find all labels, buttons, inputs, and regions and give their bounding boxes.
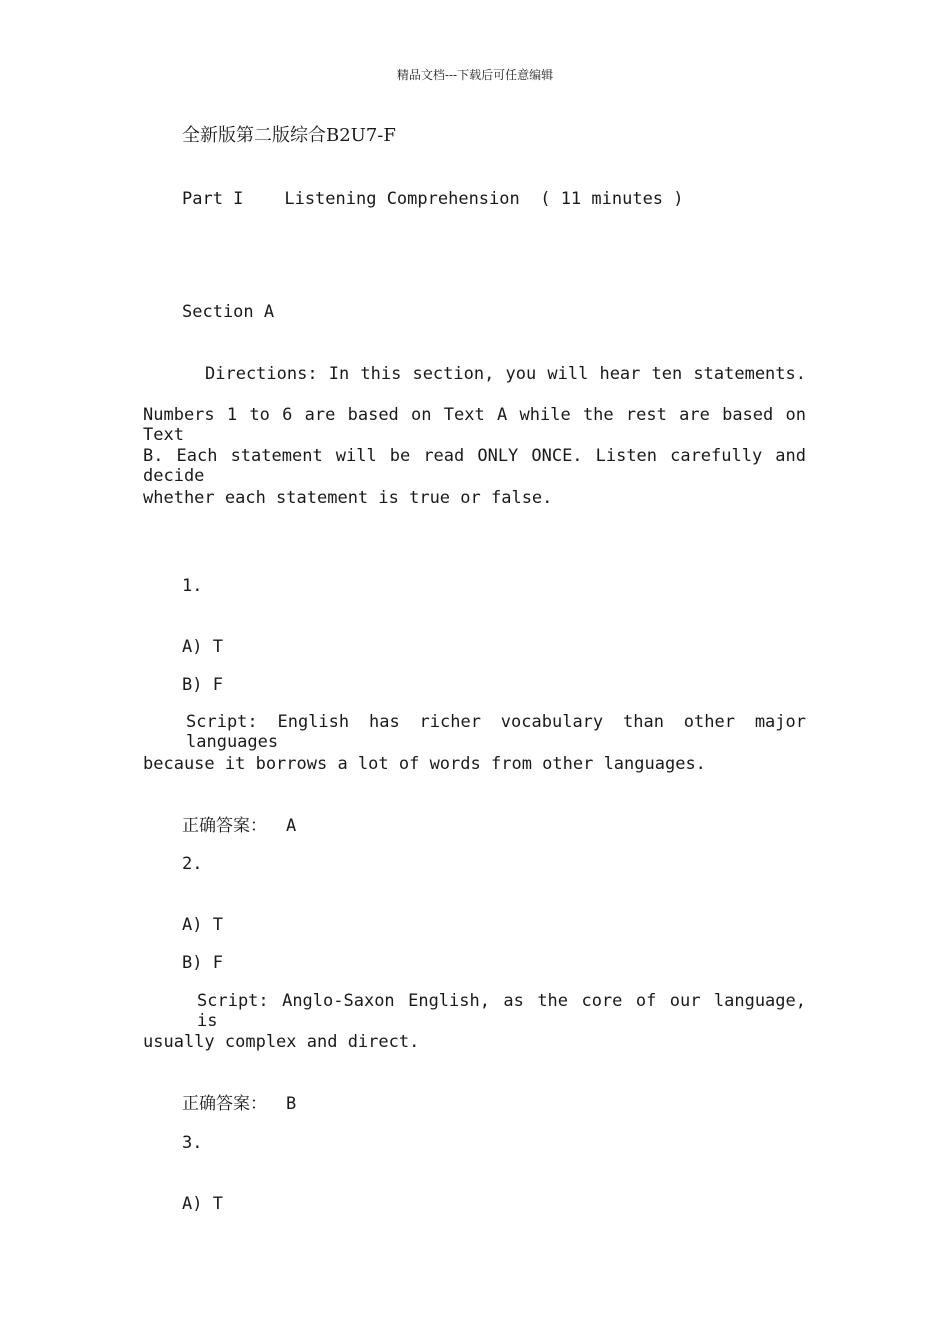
directions-line-4: whether each statement is true or false.	[143, 488, 553, 508]
directions-line-3: B. Each statement will be read ONLY ONCE. Listen carefully and decide	[143, 446, 806, 486]
question-2-answer-value: B	[286, 1094, 297, 1114]
question-2-script-line-1: Script: Anglo-Saxon English, as the core of our language, is	[197, 991, 806, 1031]
question-2-option-a: A) T	[182, 915, 223, 935]
question-1-option-a: A) T	[182, 637, 223, 657]
part-heading: Part I Listening Comprehension ( 11 minutes )	[182, 189, 684, 209]
question-2-answer-label: 正确答案：	[182, 1094, 267, 1114]
question-2-number: 2.	[182, 854, 203, 874]
document-title: 全新版第二版综合B2U7-F	[182, 125, 396, 146]
section-heading: Section A	[182, 302, 275, 322]
question-1-script-line-2: because it borrows a lot of words from other languages.	[143, 754, 706, 774]
directions-line-1: Directions: In this section, you will hear ten statements.	[205, 364, 806, 384]
question-3-number: 3.	[182, 1133, 203, 1153]
question-1-answer-value: A	[286, 816, 297, 836]
question-1-answer-label: 正确答案：	[182, 816, 267, 836]
page-header: 精品文档---下载后可任意编辑	[396, 68, 554, 82]
question-2-option-b: B) F	[182, 953, 223, 973]
directions-line-2: Numbers 1 to 6 are based on Text A while the rest are based on Text	[143, 405, 806, 445]
question-1-number: 1.	[182, 576, 203, 596]
question-3-option-a: A) T	[182, 1194, 223, 1214]
question-1-script-line-1: Script: English has richer vocabulary than other major languages	[186, 712, 806, 752]
question-2-script-line-2: usually complex and direct.	[143, 1032, 420, 1052]
question-1-option-b: B) F	[182, 675, 223, 695]
